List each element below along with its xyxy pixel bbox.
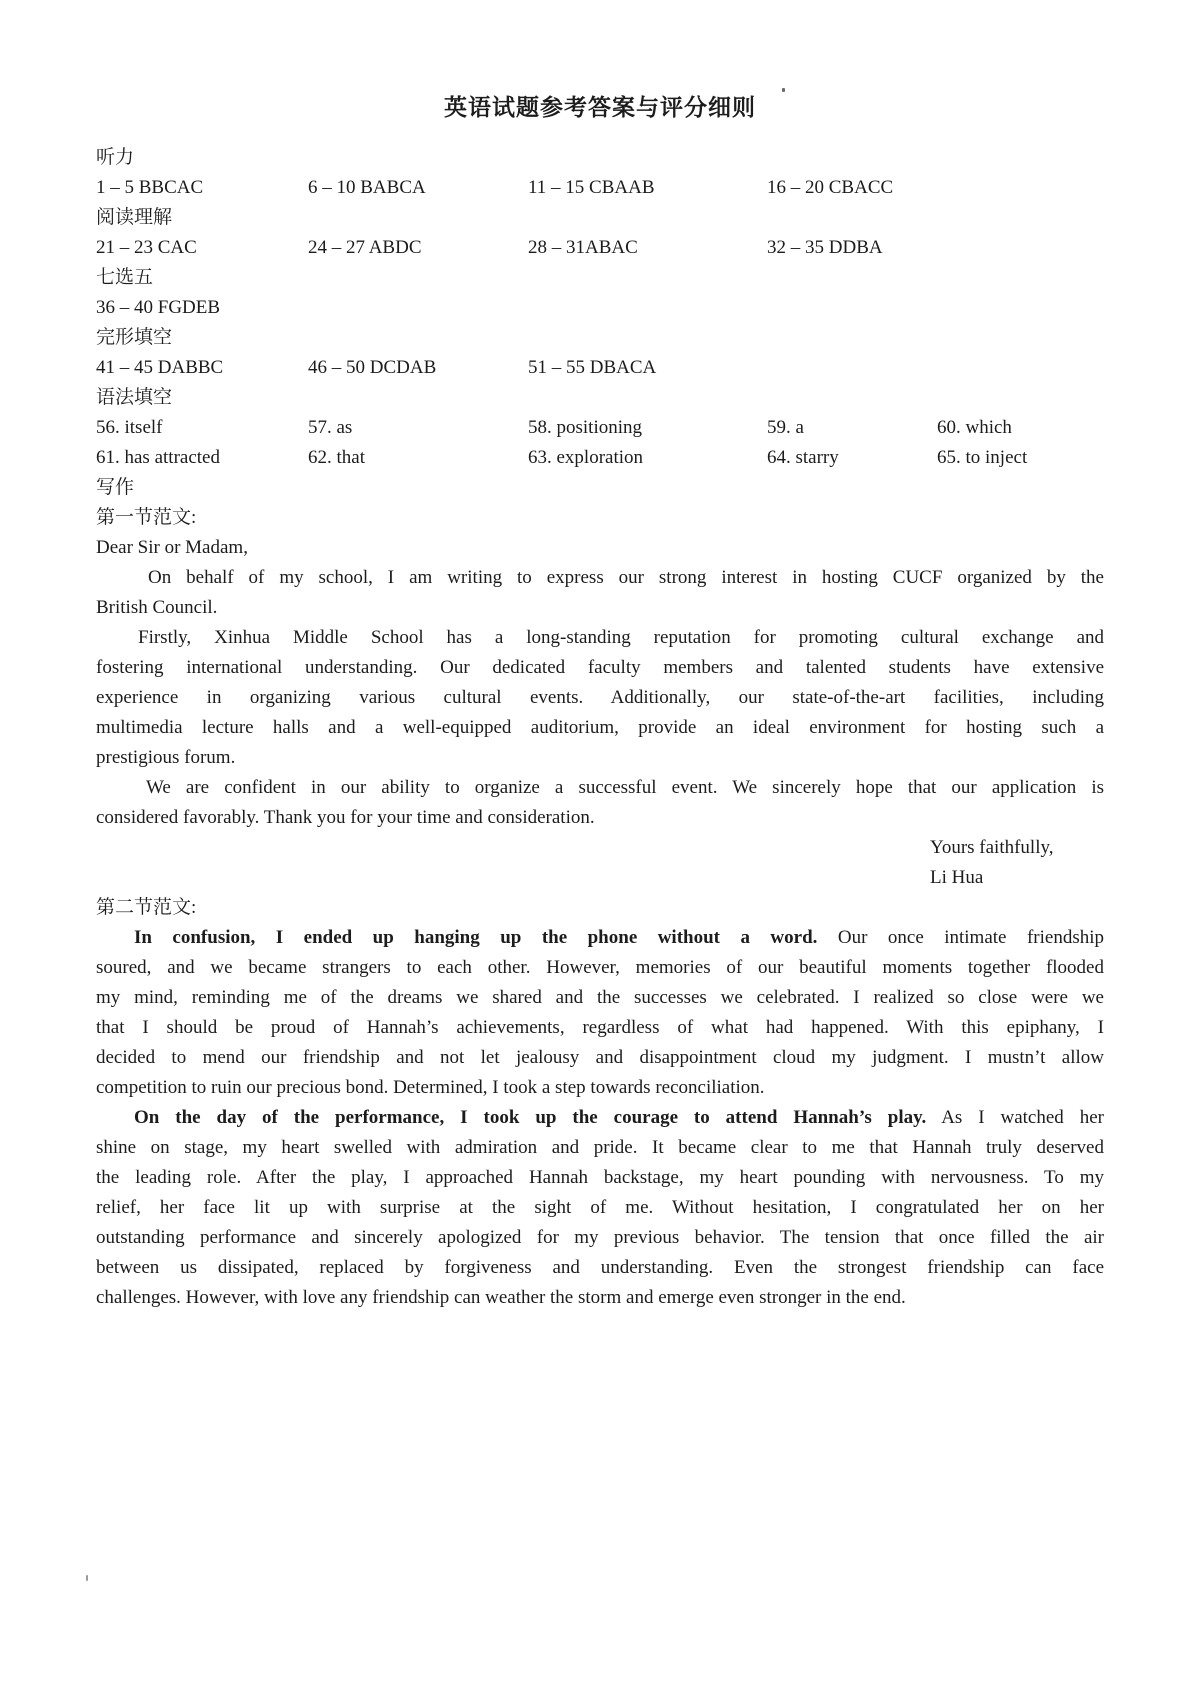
section-heading-cloze: 完形填空: [96, 327, 173, 348]
listening-answers-row: [96, 173, 1104, 203]
writing-section2-label: 第二节范文:: [96, 897, 197, 918]
answer-group: 1 – 5 BBCAC: [96, 177, 204, 198]
letter-closing-block: [930, 833, 1104, 893]
letter-para3-line: considered favorably. Thank you for your time and consideration.: [96, 807, 595, 828]
answer-group: 11 – 15 CBAAB: [528, 177, 655, 198]
answer-group: 6 – 10 BABCA: [308, 177, 426, 198]
page-title: 英语试题参考答案与评分细则: [444, 94, 756, 120]
reading-answers-row: [96, 233, 1104, 263]
answer-item: 58. positioning: [528, 417, 643, 438]
essay-para1-line: competition to ruin our precious bond. Determined, I took a step towards reconciliation.: [96, 1077, 765, 1098]
scan-speck-top: [782, 88, 785, 92]
answer-item: 56. itself: [96, 417, 163, 438]
letter-para2-line: experience in organizing various cultural events. Additionally, our state-of-the-art facilities, including: [96, 687, 1104, 708]
letter-para2-line: multimedia lecture halls and a well-equipped auditorium, provide an ideal environment for hosting such a: [96, 717, 1104, 738]
answer-group: 51 – 55 DBACA: [528, 357, 657, 378]
essay-para1-line: decided to mend our friendship and not let jealousy and disappointment cloud my judgment. I mustn’t allow: [96, 1047, 1104, 1068]
essay-para1-line: that I should be proud of Hannah’s achievements, regardless of what had happened. With this epiphany, I: [96, 1017, 1104, 1038]
essay-para1-line: soured, and we became strangers to each other. However, memories of our beautiful moments together flooded: [96, 957, 1104, 978]
essay-para2-line: the leading role. After the play, I approached Hannah backstage, my heart pounding with nervousness. To my: [96, 1167, 1104, 1188]
section-heading-grammar: 语法填空: [96, 387, 173, 408]
letter-salutation: Dear Sir or Madam,: [96, 537, 248, 558]
scan-speck-bottom: [86, 1575, 88, 1581]
essay-para2-line: between us dissipated, replaced by forgiveness and understanding. Even the strongest friendship can face: [96, 1257, 1104, 1278]
seven-choose-five-answers-row: [96, 293, 1104, 323]
answer-item: 63. exploration: [528, 447, 644, 468]
essay-para1-line: my mind, reminding me of the dreams we shared and the successes we celebrated. I realized so close were we: [96, 987, 1104, 1008]
answer-item: 59. a: [767, 417, 804, 438]
letter-para2-line: Firstly, Xinhua Middle School has a long-standing reputation for promoting cultural exchange and: [138, 627, 1104, 648]
essay-para1-line: [96, 923, 1104, 953]
section-heading-reading: 阅读理解: [96, 207, 173, 228]
cloze-answers-row: [96, 353, 1104, 383]
answer-item: 60. which: [937, 417, 1012, 438]
answer-item: 65. to inject: [937, 447, 1028, 468]
grammar-answers-row-1: [96, 413, 1104, 443]
essay-para2-line: outstanding performance and sincerely apologized for my previous behavior. The tension that once filled the air: [96, 1227, 1104, 1248]
document-content: [0, 143, 1200, 1313]
answer-group: 32 – 35 DDBA: [767, 237, 883, 258]
letter-para1-line: On behalf of my school, I am writing to express our strong interest in hosting CUCF organized by the: [148, 567, 1104, 588]
letter-para3-line: We are confident in our ability to organize a successful event. We sincerely hope that our application is: [146, 777, 1104, 798]
essay-para2-bold-lead: On the day of the performance, I took up the courage to attend Hannah’s play.: [134, 1107, 927, 1128]
essay-para1-line-rest: Our once intimate friendship: [837, 927, 1104, 948]
section-heading-listening: 听力: [96, 147, 135, 168]
answer-item: 62. that: [308, 447, 365, 468]
letter-para2-line: fostering international understanding. Our dedicated faculty members and talented students have extensive: [96, 657, 1104, 678]
essay-para2-line: shine on stage, my heart swelled with admiration and pride. It became clear to me that Hannah truly deserved: [96, 1137, 1104, 1158]
answer-item: 57. as: [308, 417, 353, 438]
answer-group: 21 – 23 CAC: [96, 237, 197, 258]
essay-para2-line: relief, her face lit up with surprise at the sight of me. Without hesitation, I congratulated her on her: [96, 1197, 1104, 1218]
essay-para2-line: [96, 1103, 1104, 1133]
grammar-answers-row-2: [96, 443, 1104, 473]
answer-group: 36 – 40 FGDEB: [96, 297, 221, 318]
answer-item: 61. has attracted: [96, 447, 220, 468]
answer-group: 46 – 50 DCDAB: [308, 357, 437, 378]
answer-group: 24 – 27 ABDC: [308, 237, 422, 258]
answer-item: 64. starry: [767, 447, 839, 468]
essay-para2-line-rest: As I watched her: [941, 1107, 1104, 1128]
answer-group: 16 – 20 CBACC: [767, 177, 894, 198]
answer-group: 28 – 31ABAC: [528, 237, 638, 258]
essay-para2-line: challenges. However, with love any friendship can weather the storm and emerge even stronger in the end.: [96, 1287, 906, 1308]
section-heading-seven-choose-five: 七选五: [96, 267, 154, 288]
letter-para1-line: British Council.: [96, 597, 218, 618]
letter-closing: Yours faithfully,: [930, 837, 1054, 858]
letter-para2-line: prestigious forum.: [96, 747, 236, 768]
section-heading-writing: 写作: [96, 477, 135, 498]
answer-group: 41 – 45 DABBC: [96, 357, 224, 378]
letter-signature: Li Hua: [930, 867, 984, 888]
essay-para1-bold-lead: In confusion, I ended up hanging up the phone without a word.: [134, 927, 818, 948]
writing-section1-label: 第一节范文:: [96, 507, 197, 528]
